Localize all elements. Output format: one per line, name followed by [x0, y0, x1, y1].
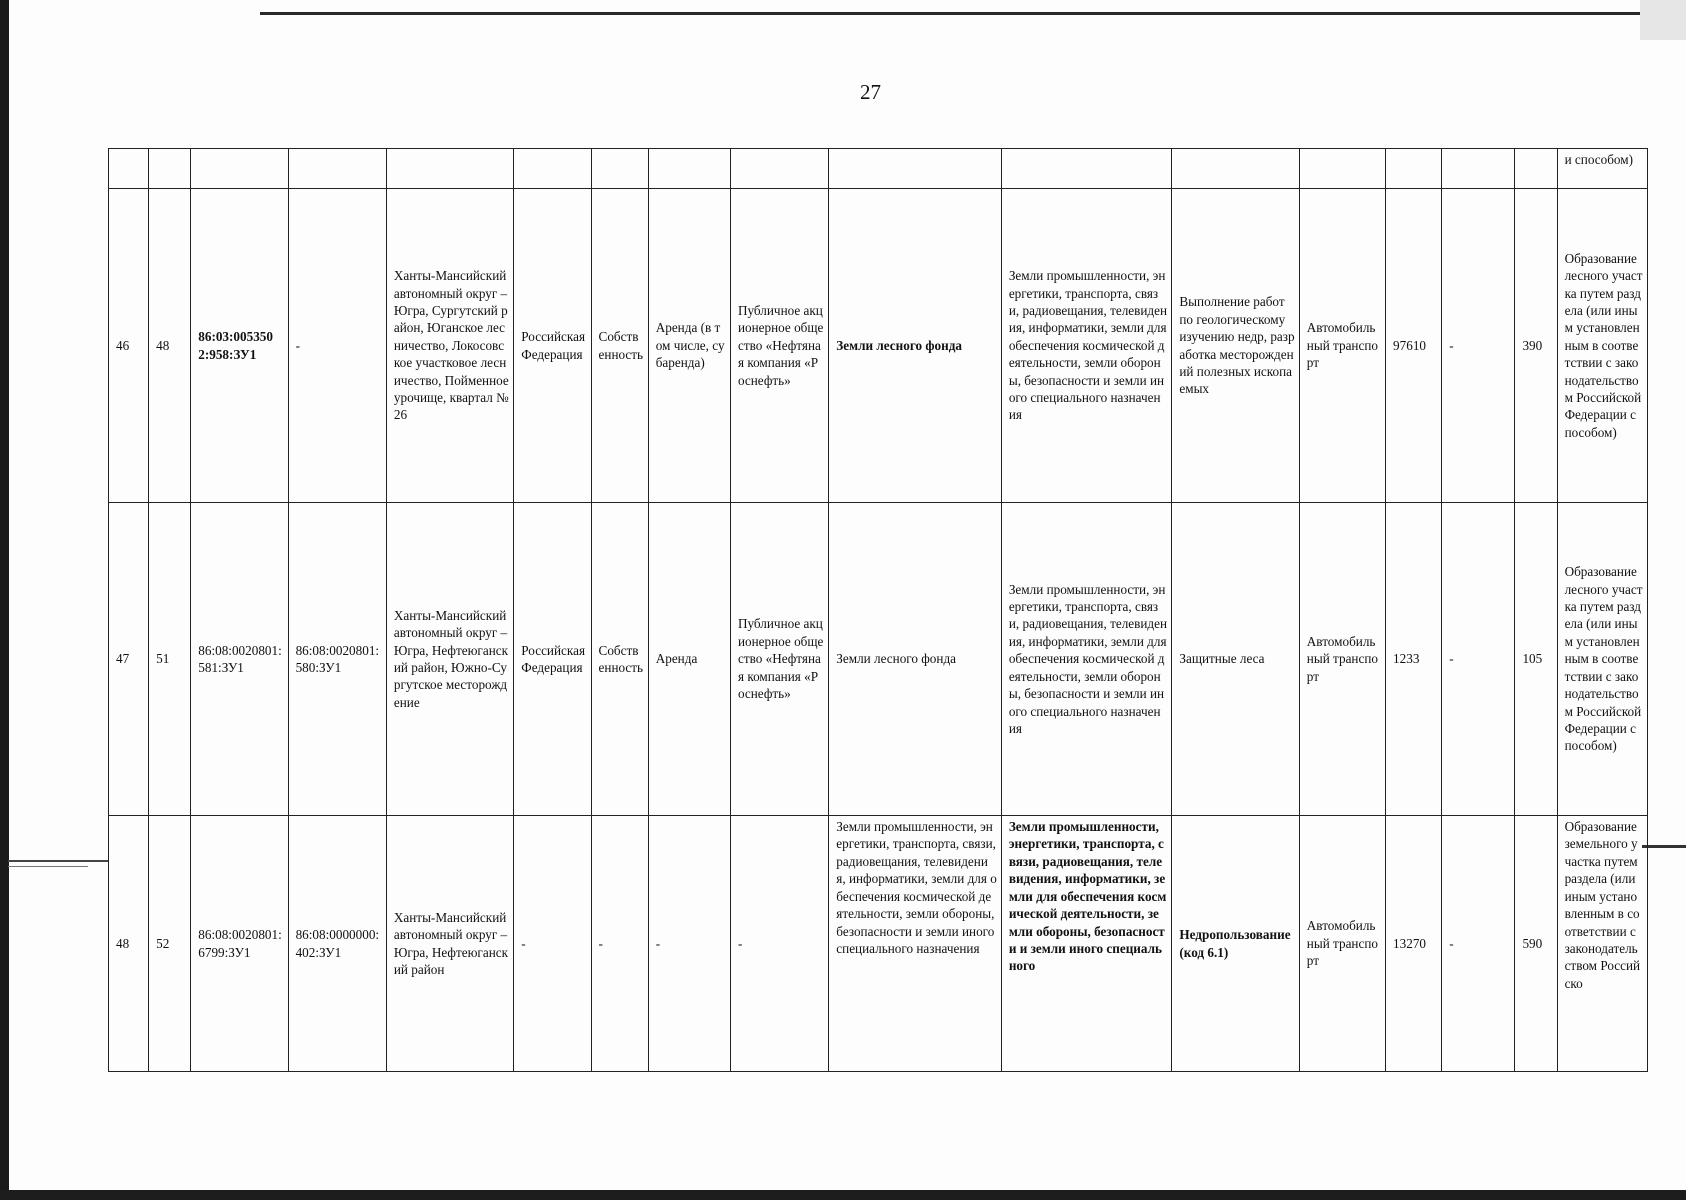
formation-method: Образование земельного участка путем раздела (или иным установленным в соответствии с законодательством Российско	[1557, 816, 1647, 1072]
encumbrance: Аренда (в том числе, субаренда)	[648, 189, 730, 503]
land-category: Земли лесного фонда	[829, 189, 1002, 503]
land-category-new: Земли промышленности, энергетики, транспорта, связи, радиовещания, телевидения, информатики, земли для обеспечения космической деятельности, земли обороны, безопасности и земли иного специального назначения	[1001, 503, 1172, 816]
value-cell: 590	[1515, 816, 1557, 1072]
owner: Российская Федерация	[514, 189, 591, 503]
dash-cell: -	[1442, 189, 1515, 503]
scan-right-mark	[1642, 845, 1686, 848]
owner: -	[514, 816, 591, 1072]
table-row	[109, 503, 1648, 816]
land-category-new: Земли промышленности, энергетики, транспорта, связи, радиовещания, телевидения, информатики, земли для обеспечения космической деятельности, земли обороны, безопасности и земли иного специального назначения	[1001, 189, 1172, 503]
scan-left-mark-2	[8, 866, 88, 867]
plot-number: 51	[149, 503, 191, 816]
area: 13270	[1386, 816, 1442, 1072]
purpose: Автомобильный транспорт	[1299, 816, 1385, 1072]
plot-number: 48	[149, 189, 191, 503]
dash-cell: -	[1442, 503, 1515, 816]
page-number: 27	[860, 80, 881, 104]
value-cell: 390	[1515, 189, 1557, 503]
row-number: 48	[109, 816, 149, 1072]
owner: Российская Федерация	[514, 503, 591, 816]
parent-cadastre: -	[288, 189, 386, 503]
method-cell: и способом)	[1557, 149, 1647, 189]
land-category: Земли промышленности, энергетики, транспорта, связи, радиовещания, телевидения, информатики, земли для обеспечения космической деятельности, земли обороны, безопасности и земли иного специального назначения	[829, 816, 1002, 1072]
cadastre-number: 86:03:0053502:958:ЗУ1	[191, 189, 288, 503]
right-type: Собственность	[591, 189, 648, 503]
location: Ханты-Мансийский автономный округ – Югра, Нефтеюганский район	[386, 816, 513, 1072]
rights-holder: Публичное акционерное общество «Нефтяная компания «Роснефть»	[730, 189, 828, 503]
rights-holder: Публичное акционерное общество «Нефтяная компания «Роснефть»	[730, 503, 828, 816]
location: Ханты-Мансийский автономный округ – Югра, Сургутский район, Юганское лесничество, Локосовское участковое лесничество, Пойменное урочище, квартал № 26	[386, 189, 513, 503]
row-number: 46	[109, 189, 149, 503]
dash-cell: -	[1442, 816, 1515, 1072]
land-category: Земли лесного фонда	[829, 503, 1002, 816]
rights-holder: -	[730, 816, 828, 1072]
cadastre-number: 86:08:0020801:581:ЗУ1	[191, 503, 288, 816]
land-plots-table	[108, 148, 1648, 1072]
purpose: Автомобильный транспорт	[1299, 189, 1385, 503]
parent-cadastre: 86:08:0020801:580:ЗУ1	[288, 503, 386, 816]
row-number: 47	[109, 503, 149, 816]
scan-bottom-edge	[0, 1190, 1686, 1200]
location: Ханты-Мансийский автономный округ – Югра, Нефтеюганский район, Южно-Сургутское месторождение	[386, 503, 513, 816]
value-cell: 105	[1515, 503, 1557, 816]
permitted-use: Выполнение работ по геологическому изучению недр, разработка месторождений полезных ископаемых	[1172, 189, 1299, 503]
land-category-new: Земли промышленности, энергетики, транспорта, связи, радиовещания, телевидения, информатики, земли для обеспечения космической деятельности, земли обороны, безопасности и земли иного специального	[1001, 816, 1172, 1072]
right-type: Собственность	[591, 503, 648, 816]
table-row	[109, 189, 1648, 503]
scan-left-edge	[0, 0, 9, 1200]
encumbrance: Аренда	[648, 503, 730, 816]
plot-number: 52	[149, 816, 191, 1072]
formation-method: Образование лесного участка путем раздела (или иным установленным в соответствии с законодательством Российской Федерации способом)	[1557, 503, 1647, 816]
right-type: -	[591, 816, 648, 1072]
scan-top-edge	[260, 12, 1686, 15]
area: 97610	[1386, 189, 1442, 503]
purpose: Автомобильный транспорт	[1299, 503, 1385, 816]
scan-corner-shade	[1640, 0, 1686, 40]
cadastre-number: 86:08:0020801:6799:ЗУ1	[191, 816, 288, 1072]
formation-method: Образование лесного участка путем раздела (или иным установленным в соответствии с законодательством Российской Федерации способом)	[1557, 189, 1647, 503]
permitted-use: Недропользование (код 6.1)	[1172, 816, 1299, 1072]
permitted-use: Защитные леса	[1172, 503, 1299, 816]
encumbrance: -	[648, 816, 730, 1072]
parent-cadastre: 86:08:0000000:402:ЗУ1	[288, 816, 386, 1072]
table-row	[109, 816, 1648, 1072]
area: 1233	[1386, 503, 1442, 816]
scan-left-mark	[8, 860, 108, 862]
table-row-continuation	[109, 149, 1648, 189]
